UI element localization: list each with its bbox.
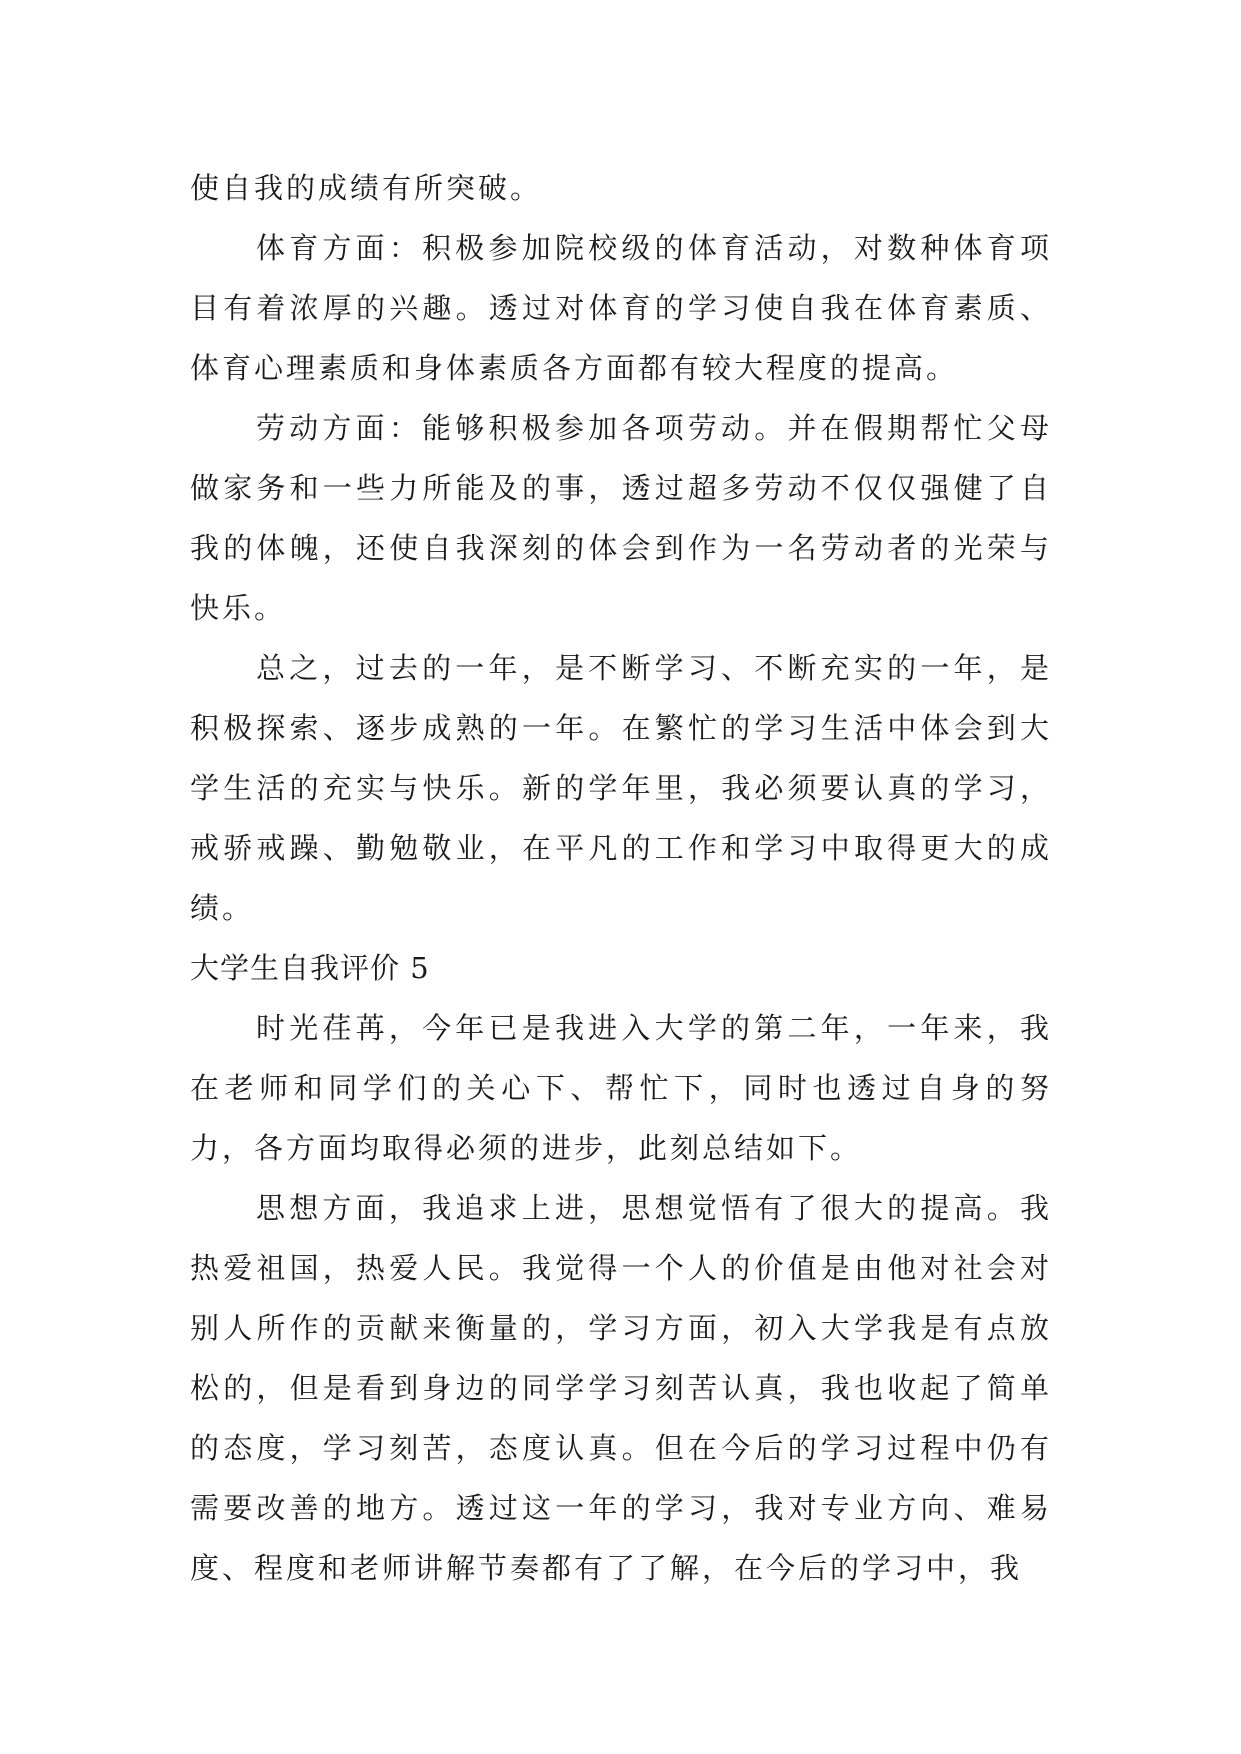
paragraph-sports: 体育方面：积极参加院校级的体育活动，对数种体育项目有着浓厚的兴趣。透过对体育的学习使自我在体育素质、体育心理素质和身体素质各方面都有较大程度的提高。 [190,231,1052,385]
paragraph-intro: 时光荏苒，今年已是我进入大学的第二年，一年来，我在老师和同学们的关心下、帮忙下，同时也透过自身的努力，各方面均取得必须的进步，此刻总结如下。 [190,1011,1052,1165]
paragraph-labor: 劳动方面：能够积极参加各项劳动。并在假期帮忙父母做家务和一些力所能及的事，透过超多劳动不仅仅强健了自我的体魄，还使自我深刻的体会到作为一名劳动者的光荣与快乐。 [190,411,1052,625]
document-body [190,158,1052,1598]
section-heading: 大学生自我评价 5 [190,951,430,985]
paragraph-thought: 思想方面，我追求上进，思想觉悟有了很大的提高。我热爱祖国，热爱人民。我觉得一个人的价值是由他对社会对别人所作的贡献来衡量的，学习方面，初入大学我是有点放松的，但是看到身边的同学学习刻苦认真，我也收起了简单的态度，学习刻苦，态度认真。但在今后的学习过程中仍有需要改善的地方。透过这一年的学习，我对专业方向、难易度、程度和老师讲解节奏都有了了解，在今后的学习中，我 [190,1191,1052,1585]
paragraph-continuation: 使自我的成绩有所突破。 [190,171,543,205]
paragraph-summary: 总之，过去的一年，是不断学习、不断充实的一年，是积极探索、逐步成熟的一年。在繁忙的学习生活中体会到大学生活的充实与快乐。新的学年里，我必须要认真的学习，戒骄戒躁、勤勉敬业，在平凡的工作和学习中取得更大的成绩。 [190,651,1052,925]
